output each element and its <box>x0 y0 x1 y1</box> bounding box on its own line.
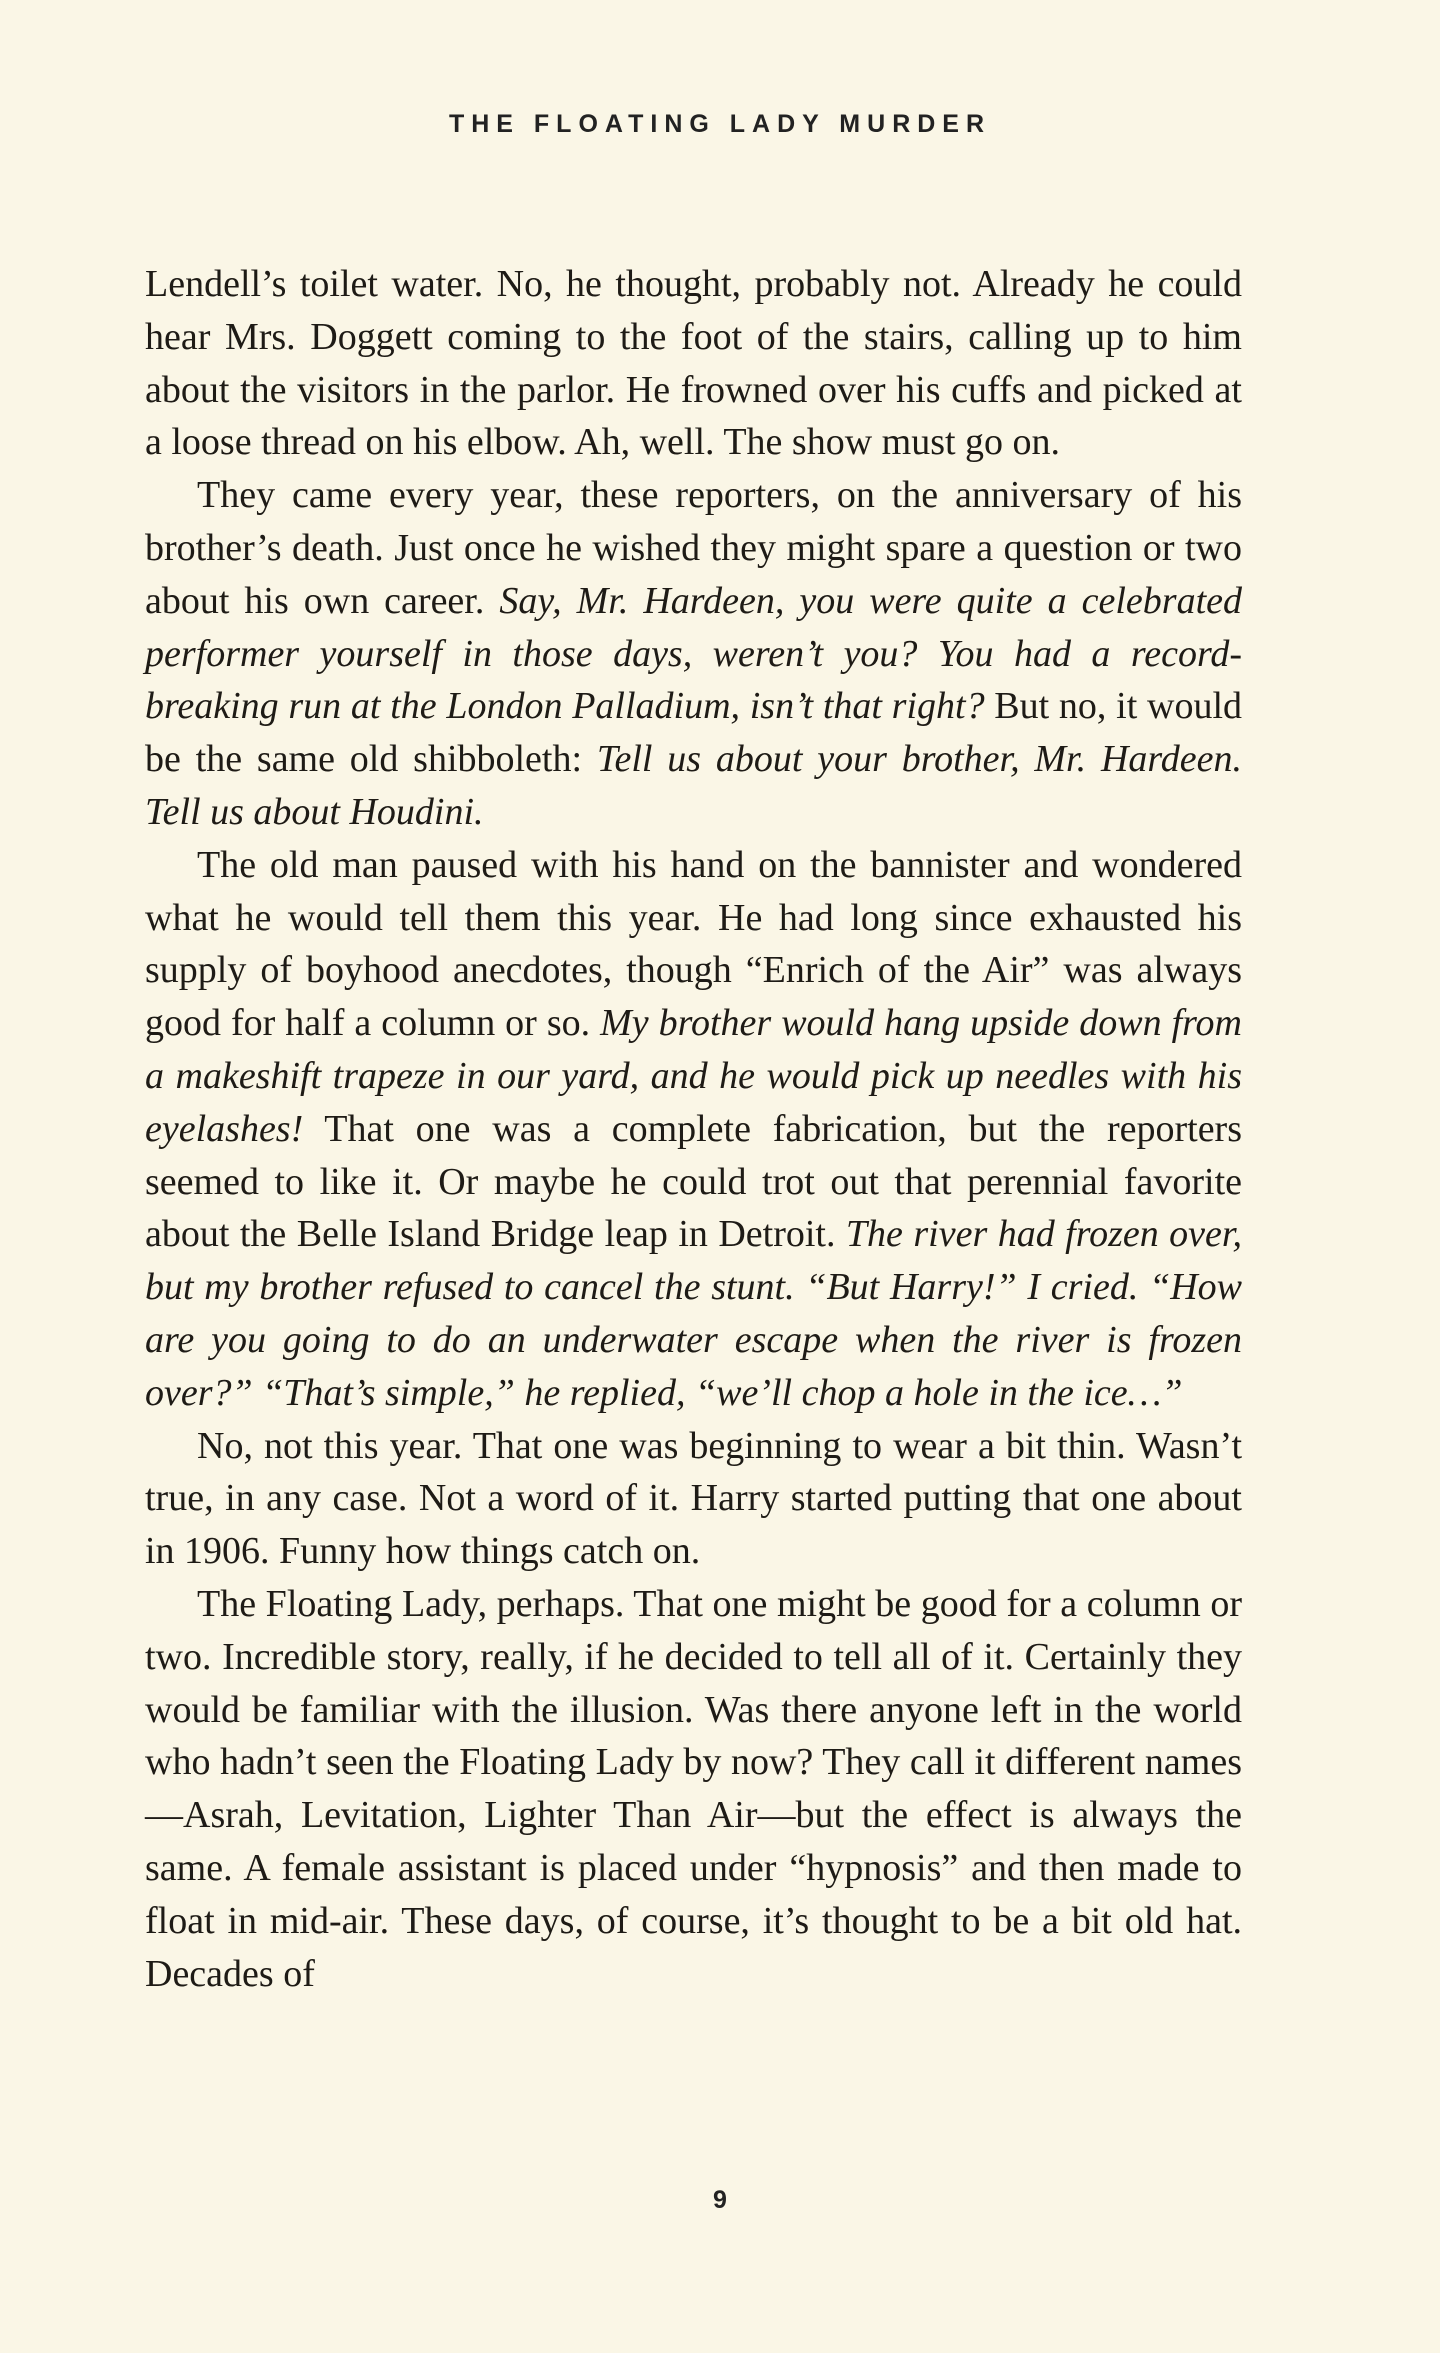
paragraph <box>145 258 1242 469</box>
text-run: No, not this year. That one was beginning to wear a bit thin. Wasn’t true, in any case. Not a word of it. Harry started putting that one about in 1906. Funny how things catch on. <box>145 1424 1242 1573</box>
running-head: THE FLOATING LADY MURDER <box>448 110 992 138</box>
text-run: They came every year, these reporters, on the anniversary of his brother’s death. Just once he wished they might spare a question or two about his own career. <box>145 474 1242 622</box>
paragraph <box>145 1420 1242 1578</box>
italic-text-run: Tell us about your brother, Mr. Hardeen. Tell us about Houdini. <box>145 738 1242 833</box>
text-run: The old man paused with his hand on the bannister and wondered what he would tell them this year. He had long since exhausted his supply of boyhood anecdotes, though “Enrich of the Air” was always good for half a column or so. <box>145 843 1242 1045</box>
italic-text-run: My brother would hang upside down from a makeshift trapeze in our yard, and he would pick up needles with his eyelashes! <box>145 1002 1242 1150</box>
body-text <box>145 258 1242 2000</box>
paragraph <box>145 1578 1242 2000</box>
paragraph <box>145 839 1242 1420</box>
italic-text-run: The river had frozen over, but my brother refused to cancel the stunt. “But Harry!” I cried. “How are you going to do an underwater escape when the river is frozen over?” “That’s simple,” he replied, “we’ll chop a hole in the ice…” <box>145 1213 1242 1414</box>
text-run: That one was a complete fabrication, but the reporters seemed to like it. Or maybe he could trot out that perennial favorite about the Belle Island Bridge leap in Detroit. <box>145 1107 1242 1256</box>
page-number: 9 <box>713 2186 727 2214</box>
text-run: But no, it would be the same old shibboleth: <box>145 685 1242 781</box>
text-run: Lendell’s toilet water. No, he thought, probably not. Already he could hear Mrs. Doggett coming to the foot of the stairs, calling up to him about the visitors in the parlor. He frowned over his cuffs and picked at a loose thread on his elbow. Ah, well. The show must go on. <box>145 263 1242 464</box>
italic-text-run: Say, Mr. Hardeen, you were quite a celebrated performer yourself in those days, weren’t you? You had a record-breaking run at the London Palladium, isn’t that right? <box>145 579 1242 728</box>
paragraph <box>145 469 1242 839</box>
text-run: The Floating Lady, perhaps. That one might be good for a column or two. Incredible story, really, if he decided to tell all of it. Certainly they would be familiar with the illusion. Was there anyone left in the world who hadn’t seen the Floating Lady by now? They call it different names—Asrah, Levitation, Lighter Than Air—but the effect is always the same. A female assistant is placed under “hypnosis” and then made to float in mid-air. These days, of course, it’s thought to be a bit old hat. Decades of <box>145 1582 1242 1995</box>
